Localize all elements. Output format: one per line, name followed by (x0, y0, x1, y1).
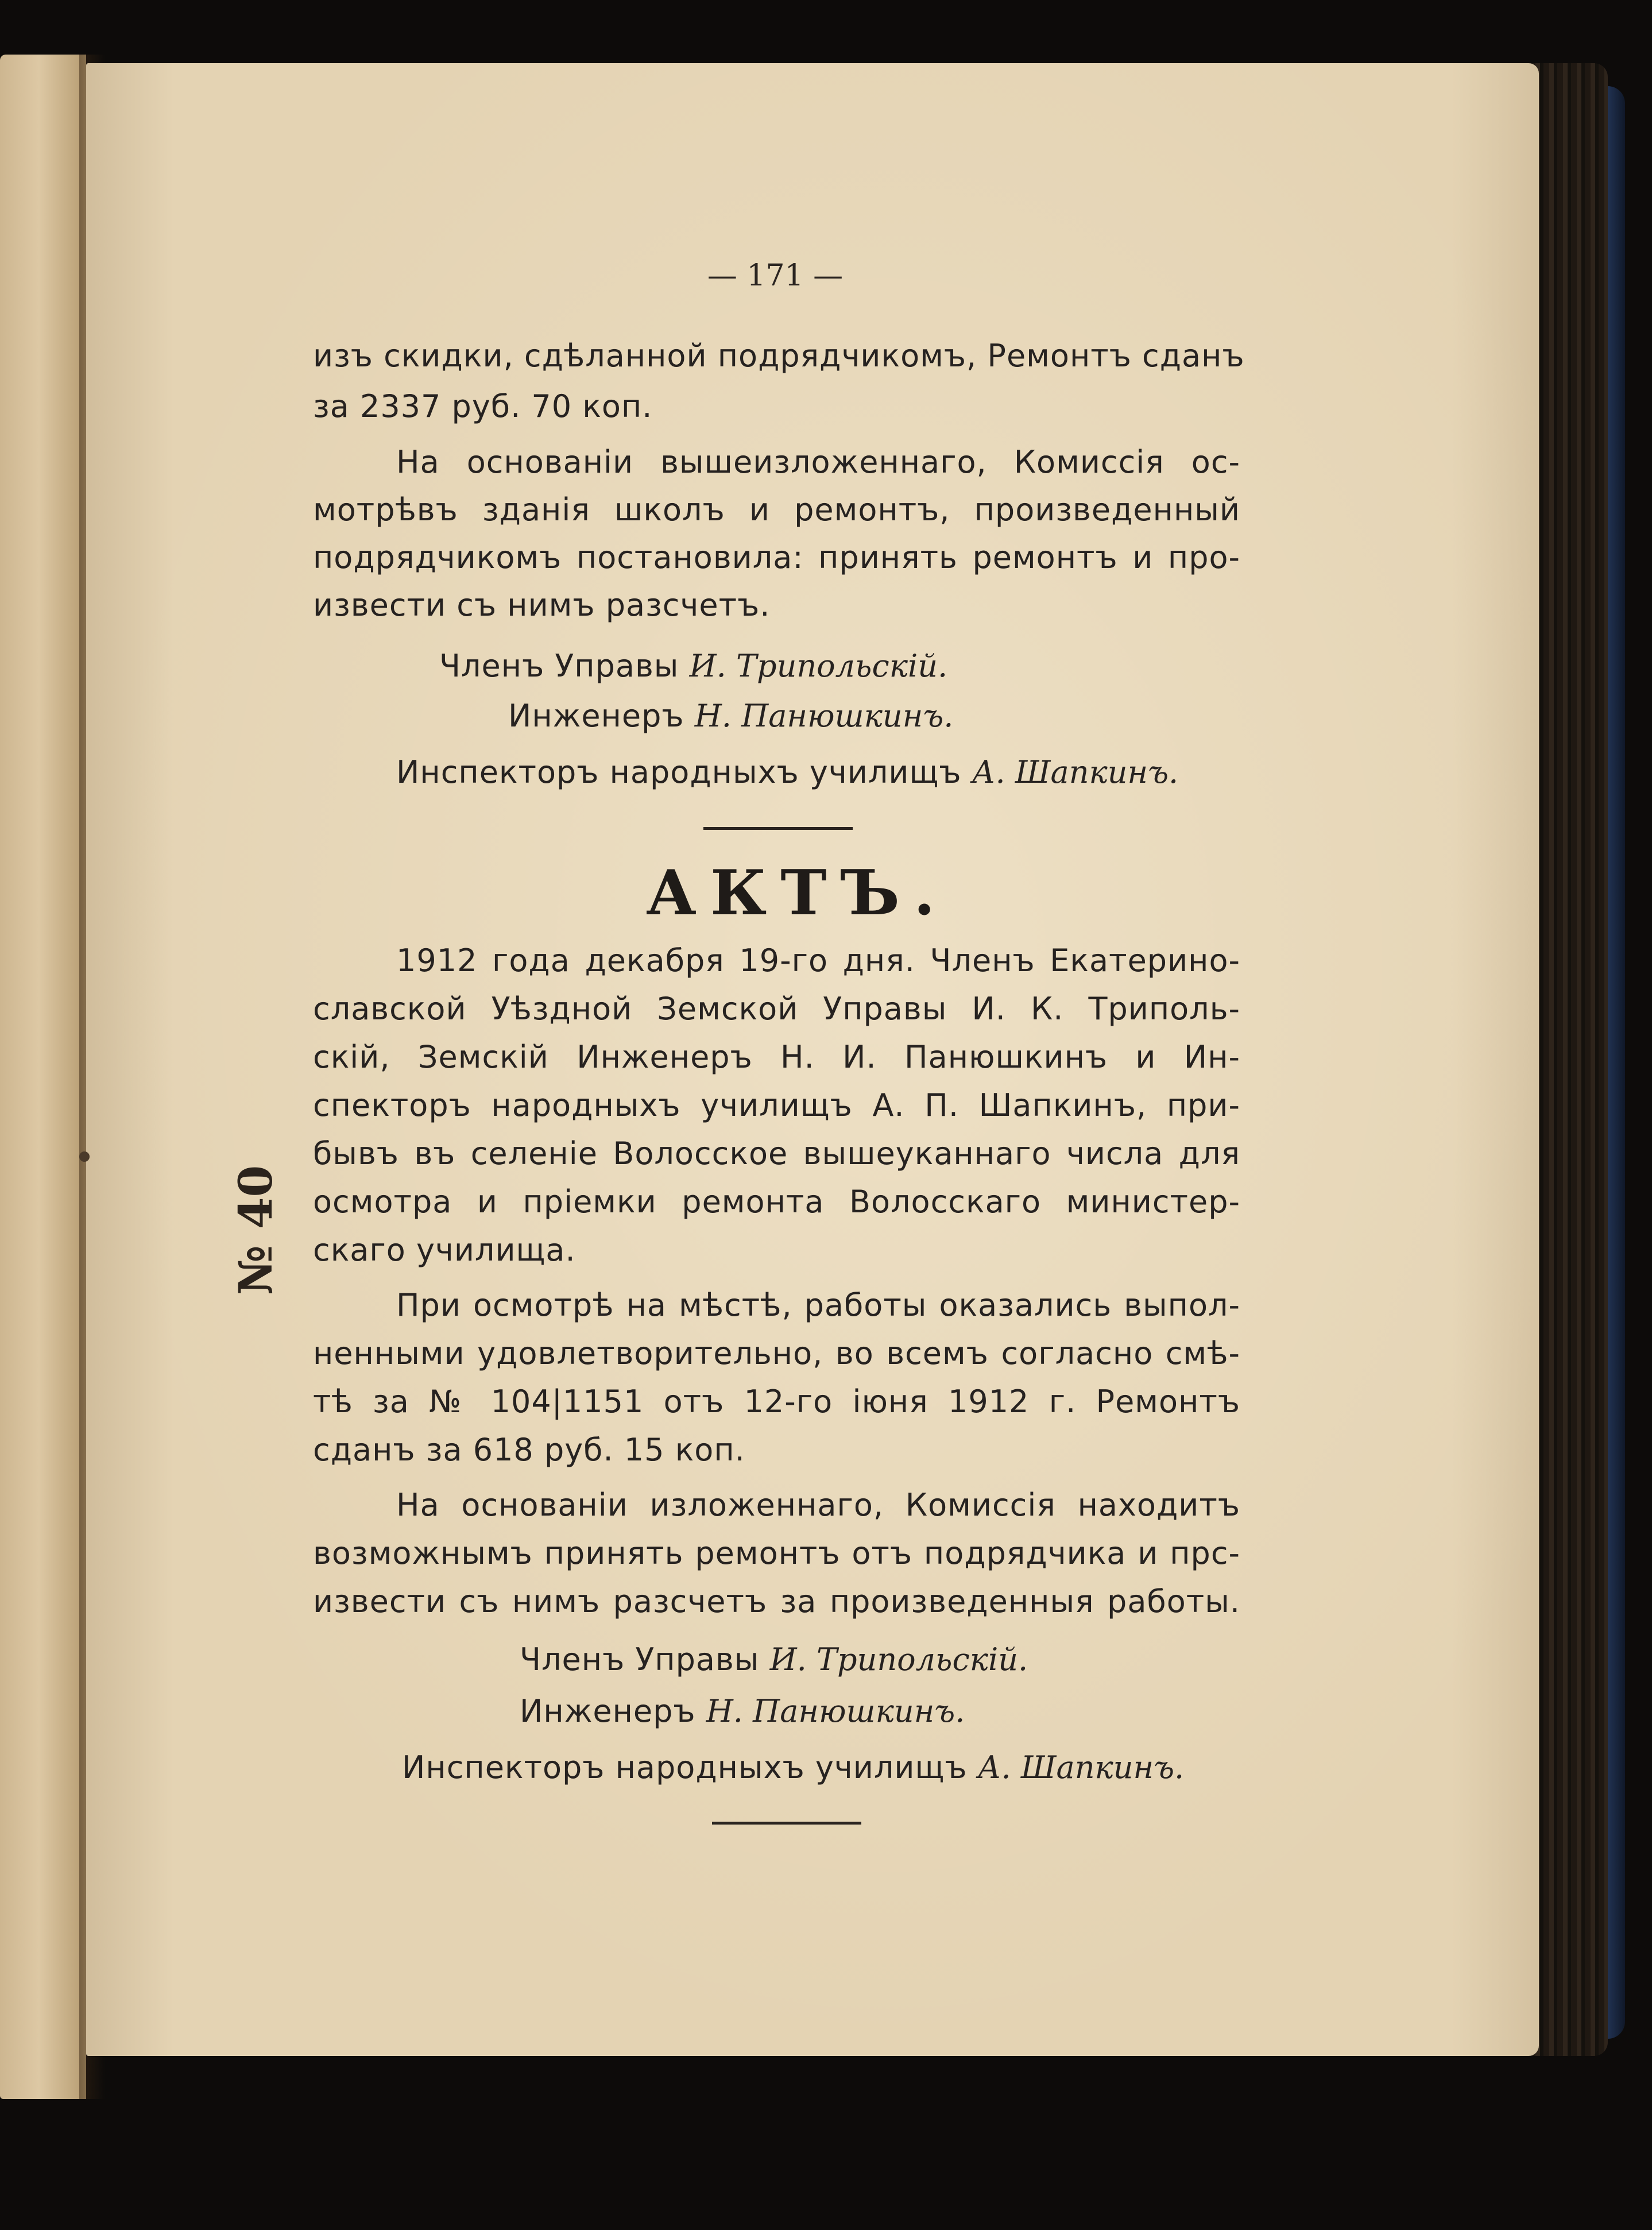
text-line: При осмотрѣ на мѣстѣ, работы оказались выпол- (396, 1287, 1240, 1323)
text-line: скій, Земскій Инженеръ Н. И. Панюшкинъ и Ин- (313, 1039, 1240, 1075)
signature-name: И. Трипольскій. (769, 1641, 1028, 1678)
signature-title: Инспекторъ народныхъ училищъ (396, 754, 962, 790)
signature-line (402, 1748, 1184, 1788)
text-line: тѣ за № 104|1151 отъ 12-го іюня 1912 г. Ремонтъ (313, 1383, 1240, 1420)
binding-hole (79, 1151, 90, 1162)
left-page-edge (0, 55, 86, 2099)
signature-name: Н. Панюшкинъ. (706, 1693, 965, 1729)
signature-line (396, 752, 1178, 793)
bottom-divider (712, 1822, 861, 1825)
text-line: сданъ за 618 руб. 15 коп. (313, 1432, 745, 1468)
text-line: На основаніи вышеизложеннаго, Комиссія ос- (396, 444, 1240, 480)
text-line: осмотра и пріемки ремонта Волосскаго министер- (313, 1184, 1240, 1220)
signature-title: Членъ Управы (439, 648, 679, 684)
signature-title: Инспекторъ народныхъ училищъ (402, 1749, 968, 1785)
text-line: за 2337 руб. 70 коп. (313, 388, 653, 424)
text-line: ненными удовлетворительно, во всемъ согласно смѣ- (313, 1335, 1240, 1371)
text-line: скаго училища. (313, 1232, 576, 1268)
signature-name: А. Шапкинъ. (977, 1749, 1185, 1785)
signature-title: Инженеръ (520, 1693, 696, 1729)
text-line: На основаніи изложеннаго, Комиссія находитъ (396, 1487, 1240, 1523)
text-line: изъ скидки, сдѣланной подрядчикомъ, Ремонтъ сданъ (313, 338, 1245, 374)
signature-line (520, 1640, 1028, 1680)
text-line: возможнымъ принять ремонтъ отъ подрядчика и прс- (313, 1535, 1240, 1571)
signature-name: А. Шапкинъ. (972, 754, 1179, 790)
text-line: подрядчикомъ постановила: принять ремонтъ и про- (313, 539, 1240, 575)
signature-name: И. Трипольскій. (689, 648, 948, 684)
text-line: извести съ нимъ разсчетъ за произведенныя работы. (313, 1583, 1240, 1620)
signature-line (508, 696, 953, 736)
act-heading: АКТЪ. (646, 857, 949, 929)
page-number: — 171 — (707, 258, 844, 293)
signature-title: Инженеръ (508, 698, 684, 734)
text-line: извести съ нимъ разсчетъ. (313, 587, 771, 623)
margin-document-number: № 40 (229, 1165, 283, 1295)
text-line: 1912 года декабря 19-го дня. Членъ Екатерино- (396, 942, 1240, 979)
section-divider (703, 827, 853, 830)
signature-line (520, 1691, 965, 1732)
signature-title: Членъ Управы (520, 1641, 760, 1678)
signature-line (439, 646, 947, 686)
text-line: бывъ въ селеніе Волосское вышеуканнаго числа для (313, 1135, 1240, 1172)
text-line: мотрѣвъ зданія школъ и ремонтъ, произведенный (313, 492, 1240, 528)
signature-name: Н. Панюшкинъ. (694, 698, 954, 734)
text-line: славской Уѣздной Земской Управы И. К. Триполь- (313, 991, 1240, 1027)
text-line: спекторъ народныхъ училищъ А. П. Шапкинъ, при- (313, 1087, 1240, 1123)
